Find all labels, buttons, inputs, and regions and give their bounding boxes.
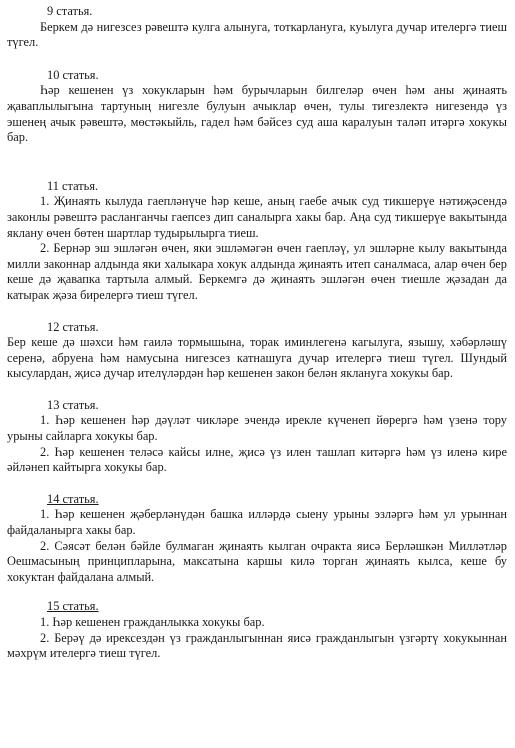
article-paragraph: Һәр кешенен үз хокукларын һәм бурычларын билгеләр өчен һәм аны җинаять җаваплылыгына тартуның нигезле булуын ачыклар өчен, тулы тигезлектә нигезендә үз эшенең ачык рәвештә, мөстәкыйль, гадел һәм бәйсез суд аша каралуын таләп итәргә хокукы бар.	[7, 83, 507, 145]
article-11	[7, 179, 507, 304]
spacer	[7, 382, 507, 398]
article-14	[7, 492, 507, 586]
article-paragraph: 1. Һәр кешенен һәр дәүләт чикләре эчендә ирекле күченеп йөрергә һәм үзенә тору урыны сайларга хокукы бар.	[7, 413, 507, 444]
article-heading: 12 статья.	[47, 319, 99, 334]
article-10	[7, 68, 507, 146]
spacer	[7, 304, 507, 320]
article-heading: 9 статья.	[47, 4, 93, 18]
article-heading: 14 статья.	[47, 491, 99, 506]
article-heading: 13 статья.	[47, 397, 99, 412]
spacer	[7, 585, 507, 599]
spacer	[7, 476, 507, 492]
article-paragraph: Беркем дә нигезсез рәвештә кулга алынуга, тоткарлануга, куылуга дучар ителергә тиеш түгел.	[7, 19, 507, 50]
article-15	[7, 599, 507, 661]
article-9	[7, 4, 507, 51]
article-paragraph: 2. Берәү дә ирексездән үз гражданлыгыннан яисә гражданлыгын үзгәртү хокукыннан мәхрүм ителергә тиеш түгел.	[7, 630, 507, 661]
article-paragraph: 1. Һәр кешенен гражданлыкка хокукы бар.	[40, 615, 265, 629]
article-paragraph: 2. Сәясәт белән бәйле булмаган җинаять кылган очракта яисә Берләшкән Милләтләр Оешмасының принципларына, максатына каршы килә торган җинаять кылса, кеше бу хокуктан файдалана алмый.	[7, 538, 507, 584]
article-paragraph: Бер кеше дә шәхси һәм гаилә тормышына, торак иминлегенә кагылуга, язышу, хәбәрләшү серенә, абруена һәм намусына нигезсез катнашуга дучар ителергә тиеш түгел. Шундый кысулардан, җисә дучар ителүләрдән һәр кешенен закон белән яклануга хокукы бар.	[7, 335, 507, 381]
article-paragraph: 2. Һәр кешенен теләсә кайсы илне, җисә үз илен ташлап китәргә һәм үз иленә кире әйләнеп кайтырга хокукы бар.	[7, 444, 507, 475]
article-heading: 15 статья.	[47, 599, 99, 614]
spacer	[7, 51, 507, 68]
spacer	[7, 146, 507, 179]
article-12	[7, 320, 507, 382]
article-paragraph: 1. Һәр кешенен җәберләнүдән башка илләрдә сыену урыны эзләргә һәм ул урыннан файдаланырга хакы бар.	[7, 507, 507, 538]
article-paragraph: 2. Бернәр эш эшләгән өчен, яки эшләмәгән өчен гаепләү, ул эшләрне кылу вакытында милли законнар алдында яки халыкара хокук алдында җинаять итеп саналмаса, алар өчен бер кеше дә җавапка тартыла алмый. Беркемгә дә җинаять эшләгән өчен тиешле җәзадан да катырак җәза бирелергә тиеш түгел.	[7, 241, 507, 302]
article-13	[7, 398, 507, 476]
article-heading: 10 статья.	[47, 67, 99, 82]
article-heading: 11 статья.	[47, 178, 99, 193]
article-paragraph: 1. Җинаять кылуда гаепләнүче һәр кеше, аның гаебе ачык суд тикшерүе нәтиҗәсендә законлы рәвештә расланганчы гаепсез дип саналырга хакы бар. Аңа суд тикшерүе вакытында яклану өчен бөтен шартлар тудырылырга тиеш.	[7, 194, 507, 240]
